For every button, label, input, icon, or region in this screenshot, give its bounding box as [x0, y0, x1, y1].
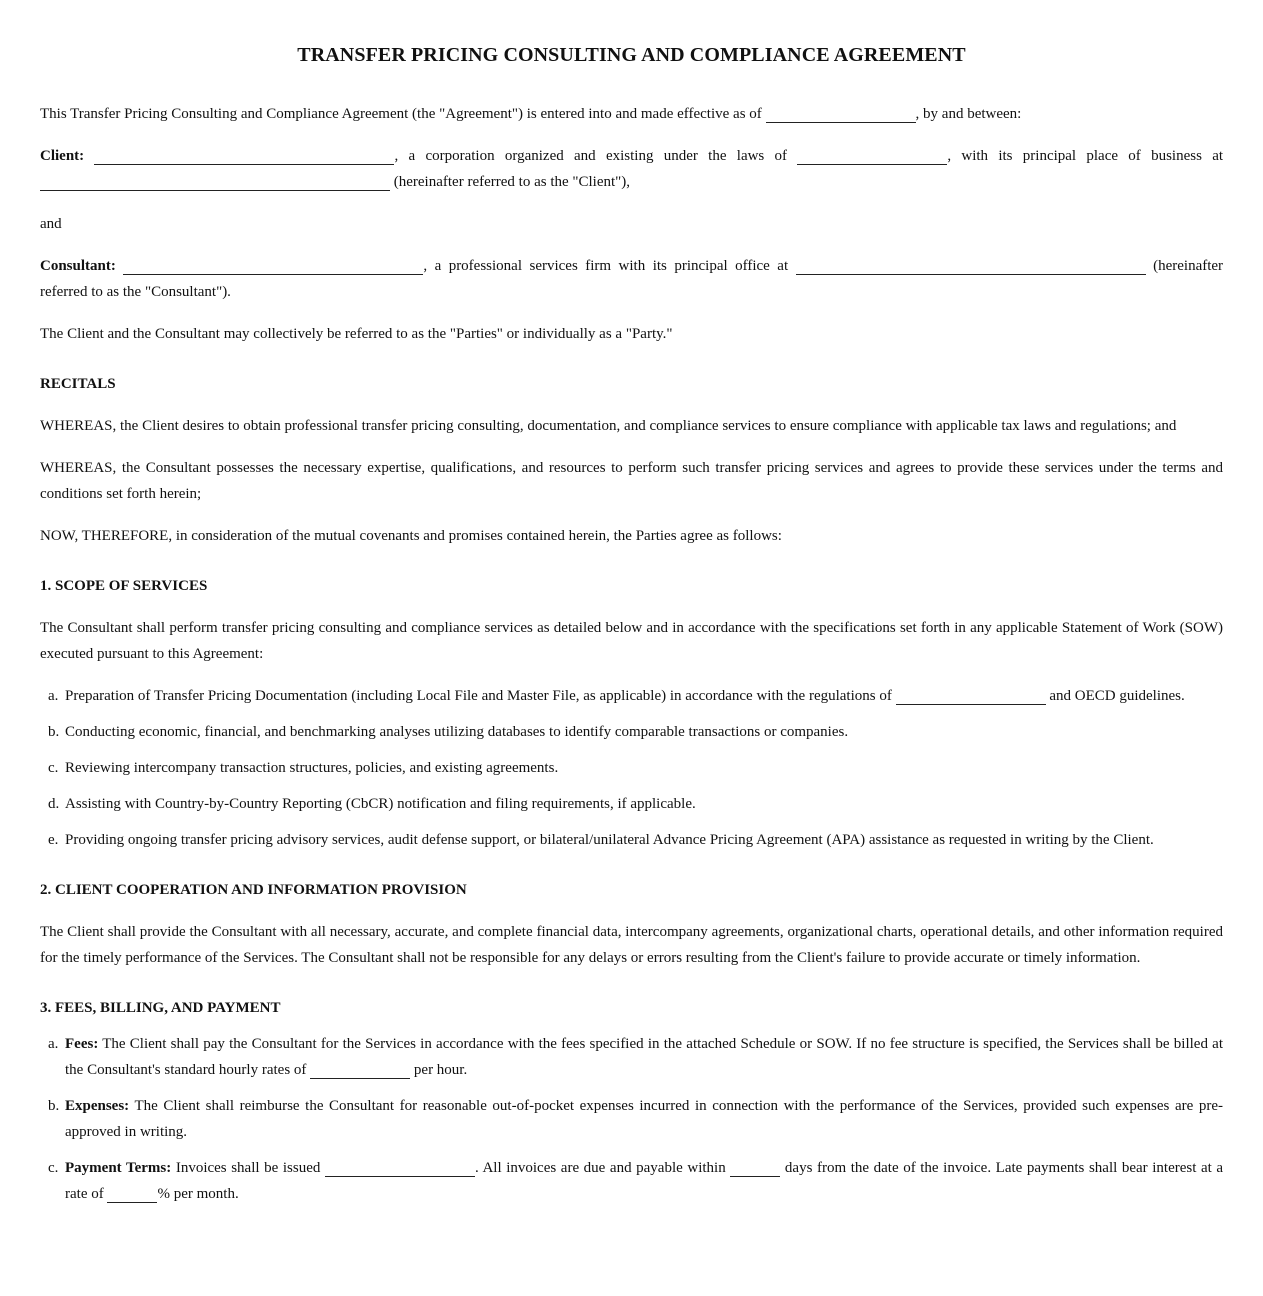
list-marker: d. [48, 796, 60, 812]
payment-text-2: . All invoices are due and payable within [474, 1160, 726, 1176]
now-therefore: NOW, THEREFORE, in consideration of the mutual covenants and promises contained herein, the Parties agree as follows: [40, 528, 782, 544]
consultant-name-field[interactable] [123, 256, 423, 275]
consultant-text-1: , a professional services firm with its principal office at [423, 258, 789, 274]
intro-text-end: , by and between: [915, 106, 1022, 122]
list-item-text: Assisting with Country-by-Country Reporting (CbCR) notification and filing requirements, if applicable. [65, 796, 696, 812]
whereas-1: WHEREAS, the Client desires to obtain professional transfer pricing consulting, documentation, and compliance services to ensure compliance with applicable tax laws and regulations; and [40, 418, 1177, 434]
consultant-address-field[interactable] [796, 256, 1146, 275]
list-marker: c. [48, 1160, 59, 1176]
list-item-text: Providing ongoing transfer pricing advisory services, audit defense support, or bilateral/unilateral Advance Pricing Agreement (APA) assistance as requested in writing by the Client. [65, 832, 1154, 848]
whereas-2: WHEREAS, the Consultant possesses the necessary expertise, qualifications, and resources to perform such transfer pricing services and agrees to provide these services under the terms and conditions set forth herein; [40, 460, 1223, 502]
expenses-text: The Client shall reimburse the Consultant for reasonable out-of-pocket expenses incurred in connection with the performance of the Services, provided such expenses are pre-approved in writing. [65, 1098, 1224, 1140]
interest-rate-field[interactable] [107, 1184, 157, 1203]
jurisdiction-field[interactable] [896, 686, 1046, 705]
intro-paragraph [40, 101, 1223, 127]
list-item-text-end: and OECD guidelines. [1049, 688, 1185, 704]
hourly-rate-field[interactable] [310, 1060, 410, 1079]
fees-label: Fees: [65, 1036, 99, 1052]
client-text-1: , a corporation organized and existing under the laws of [394, 148, 788, 164]
list-marker: b. [48, 724, 60, 740]
client-paragraph [40, 143, 1223, 195]
list-item-fees [40, 1031, 1223, 1083]
list-marker: a. [48, 688, 59, 704]
payment-text-1: Invoices shall be issued [175, 1160, 321, 1176]
recitals-heading: RECITALS [40, 376, 116, 392]
client-text-2: , with its principal place of business at [947, 148, 1224, 164]
payment-days-field[interactable] [730, 1158, 780, 1177]
list-marker: c. [48, 760, 59, 776]
payment-terms-label: Payment Terms: [65, 1160, 172, 1176]
section-3-heading: 3. FEES, BILLING, AND PAYMENT [40, 1000, 281, 1016]
list-marker: b. [48, 1098, 60, 1114]
list-item [40, 791, 1223, 817]
list-item-text: Conducting economic, financial, and benchmarking analyses utilizing databases to identify comparable transactions or companies. [65, 724, 849, 740]
expenses-label: Expenses: [65, 1098, 130, 1114]
list-marker: a. [48, 1036, 59, 1052]
payment-text-4: % per month. [157, 1186, 239, 1202]
consultant-text-2: (hereinafter referred to as the "Consultant"). [40, 258, 1224, 300]
consultant-label: Consultant: [40, 258, 116, 274]
client-jurisdiction-field[interactable] [797, 146, 947, 165]
section-1-heading: 1. SCOPE OF SERVICES [40, 578, 208, 594]
payment-text-3: days from the date of the invoice. Late payments shall bear interest at a rate of [65, 1160, 1224, 1202]
fees-text: The Client shall pay the Consultant for the Services in accordance with the fees specified in the attached Schedule or SOW. If no fee structure is specified, the Services shall be billed at the Consultant's standard hourly rates of [65, 1036, 1223, 1078]
section-2-text: The Client shall provide the Consultant with all necessary, accurate, and complete financial data, intercompany agreements, organizational charts, operational details, and other information required for the timely performance of the Services. The Consultant shall not be responsible for any delays or errors resulting from the Client's failure to provide accurate or timely information. [40, 924, 1223, 966]
section-2-heading: 2. CLIENT COOPERATION AND INFORMATION PROVISION [40, 882, 467, 898]
list-item [40, 719, 1223, 745]
client-text-3: (hereinafter referred to as the "Client"), [393, 174, 631, 190]
client-label: Client: [40, 148, 85, 164]
services-list [40, 683, 1223, 853]
invoice-frequency-field[interactable] [325, 1158, 475, 1177]
fees-text-end: per hour. [413, 1062, 468, 1078]
client-address-field[interactable] [40, 172, 390, 191]
list-item-text: Preparation of Transfer Pricing Documentation (including Local File and Master File, as applicable) in accordance with the regulations of [65, 688, 892, 704]
section-1-intro: The Consultant shall perform transfer pricing consulting and compliance services as detailed below and in accordance with the specifications set forth in any applicable Statement of Work (SOW) executed pursuant to this Agreement: [40, 620, 1223, 662]
list-item-text: Reviewing intercompany transaction structures, policies, and existing agreements. [65, 760, 559, 776]
document-title: TRANSFER PRICING CONSULTING AND COMPLIANCE AGREEMENT [297, 44, 966, 66]
effective-date-field[interactable] [766, 104, 916, 123]
and-text: and [40, 216, 62, 232]
parties-paragraph: The Client and the Consultant may collectively be referred to as the "Parties" or individually as a "Party." [40, 326, 673, 342]
list-item [40, 683, 1223, 709]
consultant-paragraph [40, 253, 1223, 305]
fees-list [40, 1031, 1223, 1207]
list-item-payment [40, 1155, 1223, 1207]
list-marker: e. [48, 832, 59, 848]
list-item [40, 755, 1223, 781]
list-item-expenses [40, 1093, 1223, 1145]
client-name-field[interactable] [94, 146, 394, 165]
intro-text: This Transfer Pricing Consulting and Compliance Agreement (the "Agreement") is entered into and made effective as of [40, 106, 762, 122]
list-item [40, 827, 1223, 853]
